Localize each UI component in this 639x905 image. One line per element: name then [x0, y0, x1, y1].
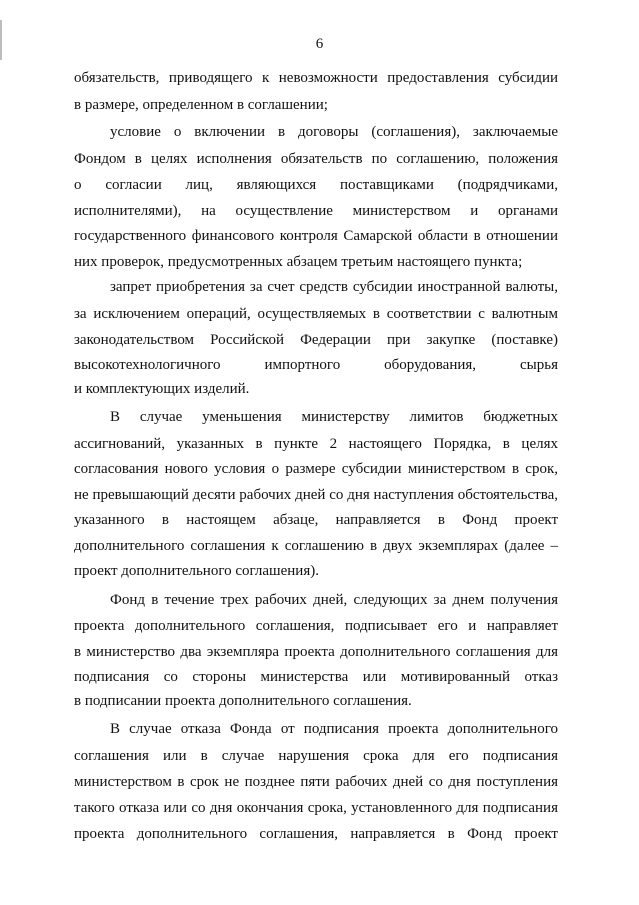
text-line: Фондом в целях исполнения обязательств по соглашению, положения — [74, 151, 558, 167]
text-line: о согласии лиц, являющихся поставщиками (подрядчиками, — [74, 177, 558, 193]
text-line: в министерство два экземпляра проекта дополнительного соглашения для — [74, 644, 558, 660]
text-line: запрет приобретения за счет средств субсидии иностранной валюты, — [110, 279, 558, 295]
text-line: Фонд в течение трех рабочих дней, следующих за днем получения — [110, 592, 558, 608]
text-line: в размере, определенном в соглашении; — [74, 97, 328, 113]
text-line: В случае отказа Фонда от подписания проекта дополнительного — [110, 721, 558, 737]
text-line: ассигнований, указанных в пункте 2 настоящего Порядка, в целях — [74, 436, 558, 452]
text-line: В случае уменьшения министерству лимитов бюджетных — [110, 409, 558, 425]
text-line: в подписании проекта дополнительного соглашения. — [74, 693, 412, 709]
text-line: государственного финансового контроля Самарской области в отношении — [74, 228, 558, 244]
page-number: 6 — [315, 36, 324, 52]
text-line: высокотехнологичного импортного оборудования, сырья — [74, 357, 558, 373]
text-line: дополнительного соглашения к соглашению в двух экземплярах (далее – — [74, 538, 558, 554]
text-line: согласования нового условия о размере субсидии министерством в срок, — [74, 461, 558, 477]
text-line: такого отказа или со дня окончания срока, установленного для подписания — [74, 800, 558, 816]
text-line: обязательств, приводящего к невозможности предоставления субсидии — [74, 70, 558, 86]
text-line: условие о включении в договоры (соглашения), заключаемые — [110, 124, 558, 140]
text-line: проекта дополнительного соглашения, направляется в Фонд проект — [74, 826, 558, 842]
text-line: указанного в настоящем абзаце, направляется в Фонд проект — [74, 512, 558, 528]
text-line: подписания со стороны министерства или мотивированный отказ — [74, 669, 558, 685]
text-line: министерством в срок не позднее пяти рабочих дней со дня поступления — [74, 774, 558, 790]
text-line: проекта дополнительного соглашения, подписывает его и направляет — [74, 618, 558, 634]
text-line: них проверок, предусмотренных абзацем третьим настоящего пункта; — [74, 254, 523, 270]
text-line: за исключением операций, осуществляемых в соответствии с валютным — [74, 306, 558, 322]
text-line: исполнителями), на осуществление министерством и органами — [74, 203, 558, 219]
text-line: соглашения или в случае нарушения срока для его подписания — [74, 748, 558, 764]
text-line: и комплектующих изделий. — [74, 381, 250, 397]
text-line: проект дополнительного соглашения). — [74, 563, 319, 579]
text-line: не превышающий десяти рабочих дней со дня наступления обстоятельства, — [74, 487, 558, 503]
text-line: законодательством Российской Федерации при закупке (поставке) — [74, 332, 558, 348]
